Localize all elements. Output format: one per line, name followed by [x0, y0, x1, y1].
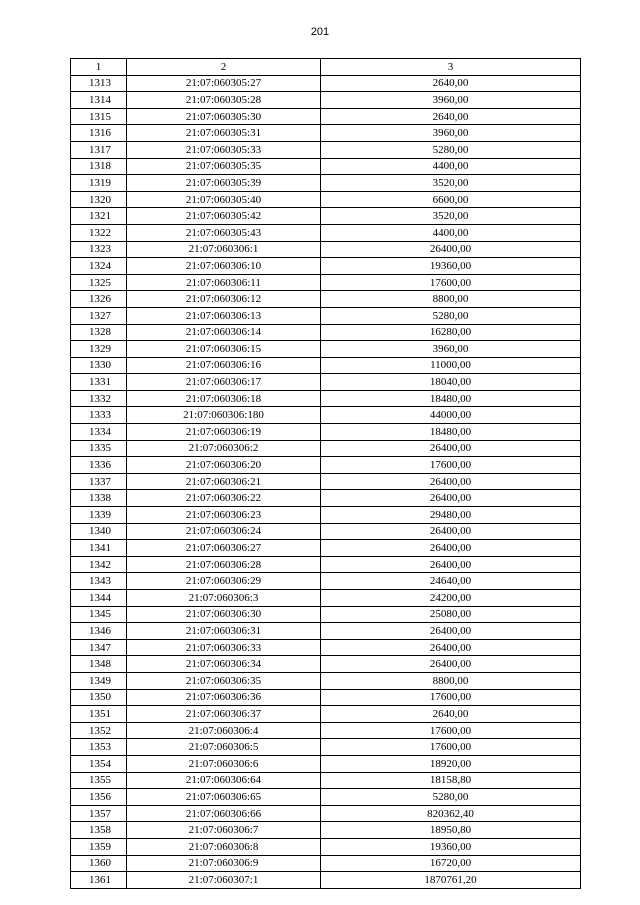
- value-cell: 4400,00: [321, 158, 581, 175]
- table-header: [71, 59, 581, 76]
- row-number-cell: 1323: [71, 241, 127, 258]
- table-row: [71, 573, 581, 590]
- table-row: [71, 457, 581, 474]
- value-cell: 8800,00: [321, 291, 581, 308]
- cadastral-number-cell: 21:07:060306:23: [127, 507, 321, 524]
- cadastral-number-cell: 21:07:060306:65: [127, 789, 321, 806]
- cadastral-number-cell: 21:07:060305:31: [127, 125, 321, 142]
- table-row: [71, 390, 581, 407]
- row-number-cell: 1337: [71, 473, 127, 490]
- value-cell: 26400,00: [321, 656, 581, 673]
- cadastral-number-cell: 21:07:060306:11: [127, 274, 321, 291]
- row-number-cell: 1331: [71, 374, 127, 391]
- value-cell: 26400,00: [321, 540, 581, 557]
- row-number-cell: 1326: [71, 291, 127, 308]
- cadastral-number-cell: 21:07:060305:39: [127, 175, 321, 192]
- table-row: [71, 175, 581, 192]
- table-row: [71, 274, 581, 291]
- value-cell: 18950,80: [321, 822, 581, 839]
- cadastral-number-cell: 21:07:060306:7: [127, 822, 321, 839]
- value-cell: 19360,00: [321, 838, 581, 855]
- cadastral-number-cell: 21:07:060306:18: [127, 390, 321, 407]
- value-cell: 26400,00: [321, 623, 581, 640]
- cadastral-number-cell: 21:07:060306:17: [127, 374, 321, 391]
- cadastral-number-cell: 21:07:060306:64: [127, 772, 321, 789]
- value-cell: 8800,00: [321, 672, 581, 689]
- table-row: [71, 656, 581, 673]
- row-number-cell: 1324: [71, 258, 127, 275]
- header-row: [71, 59, 581, 76]
- value-cell: 17600,00: [321, 689, 581, 706]
- table-row: [71, 755, 581, 772]
- row-number-cell: 1332: [71, 390, 127, 407]
- value-cell: 26400,00: [321, 639, 581, 656]
- table-row: [71, 108, 581, 125]
- row-number-cell: 1316: [71, 125, 127, 142]
- table-row: [71, 92, 581, 109]
- cadastral-number-cell: 21:07:060306:9: [127, 855, 321, 872]
- table-row: [71, 407, 581, 424]
- value-cell: 18480,00: [321, 424, 581, 441]
- value-cell: 24640,00: [321, 573, 581, 590]
- cadastral-number-cell: 21:07:060306:6: [127, 755, 321, 772]
- cadastral-number-cell: 21:07:060306:35: [127, 672, 321, 689]
- value-cell: 24200,00: [321, 590, 581, 607]
- table-row: [71, 125, 581, 142]
- row-number-cell: 1330: [71, 357, 127, 374]
- cadastral-number-cell: 21:07:060305:42: [127, 208, 321, 225]
- value-cell: 26400,00: [321, 490, 581, 507]
- value-cell: 5280,00: [321, 789, 581, 806]
- value-cell: 5280,00: [321, 307, 581, 324]
- row-number-cell: 1319: [71, 175, 127, 192]
- cadastral-number-cell: 21:07:060306:30: [127, 606, 321, 623]
- table-row: [71, 507, 581, 524]
- table-row: [71, 473, 581, 490]
- table-row: [71, 739, 581, 756]
- cadastral-number-cell: 21:07:060306:14: [127, 324, 321, 341]
- row-number-cell: 1359: [71, 838, 127, 855]
- table-row: [71, 772, 581, 789]
- cadastral-number-cell: 21:07:060306:3: [127, 590, 321, 607]
- data-table: [70, 58, 581, 889]
- row-number-cell: 1339: [71, 507, 127, 524]
- value-cell: 16280,00: [321, 324, 581, 341]
- cadastral-number-cell: 21:07:060306:16: [127, 357, 321, 374]
- value-cell: 2640,00: [321, 75, 581, 92]
- table-row: [71, 672, 581, 689]
- row-number-cell: 1328: [71, 324, 127, 341]
- table-row: [71, 590, 581, 607]
- cadastral-number-cell: 21:07:060306:24: [127, 523, 321, 540]
- value-cell: 11000,00: [321, 357, 581, 374]
- cadastral-number-cell: 21:07:060306:13: [127, 307, 321, 324]
- column-header-2: 2: [127, 59, 321, 76]
- table-row: [71, 357, 581, 374]
- row-number-cell: 1338: [71, 490, 127, 507]
- value-cell: 3960,00: [321, 92, 581, 109]
- cadastral-number-cell: 21:07:060307:1: [127, 872, 321, 889]
- cadastral-number-cell: 21:07:060306:19: [127, 424, 321, 441]
- row-number-cell: 1314: [71, 92, 127, 109]
- value-cell: 2640,00: [321, 108, 581, 125]
- row-number-cell: 1358: [71, 822, 127, 839]
- row-number-cell: 1334: [71, 424, 127, 441]
- value-cell: 17600,00: [321, 457, 581, 474]
- table-row: [71, 689, 581, 706]
- cadastral-number-cell: 21:07:060305:28: [127, 92, 321, 109]
- table-row: [71, 224, 581, 241]
- cadastral-number-cell: 21:07:060306:2: [127, 440, 321, 457]
- cadastral-number-cell: 21:07:060305:30: [127, 108, 321, 125]
- value-cell: 26400,00: [321, 241, 581, 258]
- table-row: [71, 440, 581, 457]
- table-row: [71, 872, 581, 889]
- value-cell: 18480,00: [321, 390, 581, 407]
- table-row: [71, 623, 581, 640]
- value-cell: 17600,00: [321, 739, 581, 756]
- cadastral-number-cell: 21:07:060306:20: [127, 457, 321, 474]
- row-number-cell: 1325: [71, 274, 127, 291]
- table-row: [71, 540, 581, 557]
- value-cell: 4400,00: [321, 224, 581, 241]
- value-cell: 17600,00: [321, 274, 581, 291]
- table-row: [71, 191, 581, 208]
- value-cell: 25080,00: [321, 606, 581, 623]
- table-body: [71, 75, 581, 888]
- value-cell: 29480,00: [321, 507, 581, 524]
- cadastral-number-cell: 21:07:060306:10: [127, 258, 321, 275]
- cadastral-number-cell: 21:07:060306:33: [127, 639, 321, 656]
- row-number-cell: 1336: [71, 457, 127, 474]
- cadastral-number-cell: 21:07:060306:4: [127, 722, 321, 739]
- table-row: [71, 722, 581, 739]
- value-cell: 26400,00: [321, 556, 581, 573]
- table-row: [71, 639, 581, 656]
- value-cell: 44000,00: [321, 407, 581, 424]
- column-header-1: 1: [71, 59, 127, 76]
- table-row: [71, 75, 581, 92]
- value-cell: 3960,00: [321, 125, 581, 142]
- row-number-cell: 1346: [71, 623, 127, 640]
- row-number-cell: 1361: [71, 872, 127, 889]
- row-number-cell: 1355: [71, 772, 127, 789]
- table-row: [71, 805, 581, 822]
- cadastral-number-cell: 21:07:060306:12: [127, 291, 321, 308]
- value-cell: 3520,00: [321, 208, 581, 225]
- cadastral-number-cell: 21:07:060306:1: [127, 241, 321, 258]
- cadastral-number-cell: 21:07:060306:37: [127, 706, 321, 723]
- cadastral-number-cell: 21:07:060305:35: [127, 158, 321, 175]
- cadastral-number-cell: 21:07:060306:21: [127, 473, 321, 490]
- value-cell: 18158,80: [321, 772, 581, 789]
- table-row: [71, 424, 581, 441]
- value-cell: 17600,00: [321, 722, 581, 739]
- table-row: [71, 208, 581, 225]
- table-row: [71, 324, 581, 341]
- table-row: [71, 291, 581, 308]
- value-cell: 16720,00: [321, 855, 581, 872]
- row-number-cell: 1344: [71, 590, 127, 607]
- row-number-cell: 1321: [71, 208, 127, 225]
- row-number-cell: 1329: [71, 341, 127, 358]
- value-cell: 19360,00: [321, 258, 581, 275]
- row-number-cell: 1348: [71, 656, 127, 673]
- row-number-cell: 1349: [71, 672, 127, 689]
- table-row: [71, 822, 581, 839]
- row-number-cell: 1345: [71, 606, 127, 623]
- value-cell: 2640,00: [321, 706, 581, 723]
- row-number-cell: 1322: [71, 224, 127, 241]
- row-number-cell: 1320: [71, 191, 127, 208]
- value-cell: 5280,00: [321, 141, 581, 158]
- cadastral-number-cell: 21:07:060306:5: [127, 739, 321, 756]
- value-cell: 18040,00: [321, 374, 581, 391]
- value-cell: 26400,00: [321, 523, 581, 540]
- row-number-cell: 1333: [71, 407, 127, 424]
- table-row: [71, 374, 581, 391]
- row-number-cell: 1351: [71, 706, 127, 723]
- row-number-cell: 1315: [71, 108, 127, 125]
- row-number-cell: 1317: [71, 141, 127, 158]
- row-number-cell: 1352: [71, 722, 127, 739]
- cadastral-number-cell: 21:07:060305:33: [127, 141, 321, 158]
- row-number-cell: 1356: [71, 789, 127, 806]
- row-number-cell: 1327: [71, 307, 127, 324]
- row-number-cell: 1340: [71, 523, 127, 540]
- row-number-cell: 1347: [71, 639, 127, 656]
- page-number: 201: [310, 26, 330, 38]
- value-cell: 6600,00: [321, 191, 581, 208]
- cadastral-number-cell: 21:07:060306:36: [127, 689, 321, 706]
- row-number-cell: 1335: [71, 440, 127, 457]
- row-number-cell: 1341: [71, 540, 127, 557]
- table-row: [71, 141, 581, 158]
- value-cell: 26400,00: [321, 473, 581, 490]
- table-row: [71, 556, 581, 573]
- row-number-cell: 1343: [71, 573, 127, 590]
- table-row: [71, 789, 581, 806]
- table-row: [71, 606, 581, 623]
- table-row: [71, 706, 581, 723]
- cadastral-number-cell: 21:07:060306:29: [127, 573, 321, 590]
- value-cell: 18920,00: [321, 755, 581, 772]
- table-row: [71, 158, 581, 175]
- row-number-cell: 1354: [71, 755, 127, 772]
- row-number-cell: 1353: [71, 739, 127, 756]
- value-cell: 3520,00: [321, 175, 581, 192]
- table-row: [71, 855, 581, 872]
- cadastral-number-cell: 21:07:060305:27: [127, 75, 321, 92]
- column-header-3: 3: [321, 59, 581, 76]
- value-cell: 26400,00: [321, 440, 581, 457]
- table-row: [71, 838, 581, 855]
- table-row: [71, 523, 581, 540]
- table-row: [71, 307, 581, 324]
- cadastral-number-cell: 21:07:060306:34: [127, 656, 321, 673]
- table-row: [71, 490, 581, 507]
- row-number-cell: 1357: [71, 805, 127, 822]
- table-row: [71, 258, 581, 275]
- table-row: [71, 241, 581, 258]
- cadastral-number-cell: 21:07:060305:43: [127, 224, 321, 241]
- cadastral-number-cell: 21:07:060306:180: [127, 407, 321, 424]
- value-cell: 820362,40: [321, 805, 581, 822]
- row-number-cell: 1313: [71, 75, 127, 92]
- row-number-cell: 1350: [71, 689, 127, 706]
- row-number-cell: 1360: [71, 855, 127, 872]
- value-cell: 3960,00: [321, 341, 581, 358]
- cadastral-number-cell: 21:07:060306:27: [127, 540, 321, 557]
- cadastral-number-cell: 21:07:060306:8: [127, 838, 321, 855]
- cadastral-number-cell: 21:07:060306:31: [127, 623, 321, 640]
- row-number-cell: 1342: [71, 556, 127, 573]
- value-cell: 1870761,20: [321, 872, 581, 889]
- cadastral-number-cell: 21:07:060306:22: [127, 490, 321, 507]
- cadastral-number-cell: 21:07:060306:66: [127, 805, 321, 822]
- cadastral-number-cell: 21:07:060305:40: [127, 191, 321, 208]
- cadastral-number-cell: 21:07:060306:28: [127, 556, 321, 573]
- cadastral-number-cell: 21:07:060306:15: [127, 341, 321, 358]
- row-number-cell: 1318: [71, 158, 127, 175]
- table-row: [71, 341, 581, 358]
